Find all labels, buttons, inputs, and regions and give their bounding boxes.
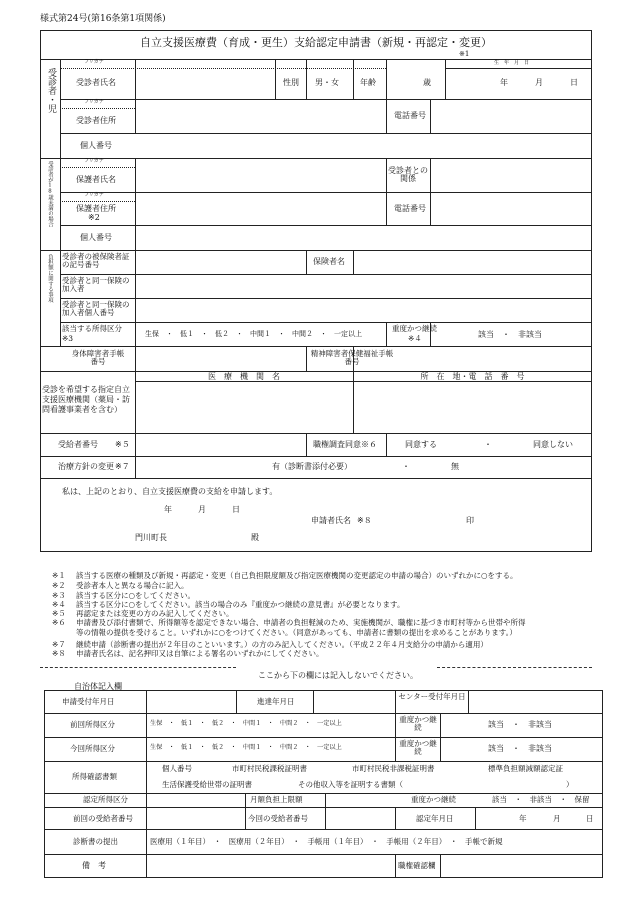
patient-phone-label: 電話番号 <box>394 111 426 120</box>
office-cert-year: 年 <box>519 814 527 823</box>
office-diag-options[interactable]: 医療用（１年目） ・ 医療用（２年目） ・ 手帳用（１年目） ・ 手帳用（２年目） ・ 手帳で新規 <box>150 837 503 846</box>
patient-name-label: 受診者氏名 <box>76 78 116 87</box>
insurer-name-input[interactable] <box>354 251 591 273</box>
guardian-address-note: ※2 <box>88 213 100 222</box>
declaration-year: 年 <box>164 505 172 514</box>
note-7-text: 継続申請（診断書の提出が２年目のこといいます。）の方のみ記入してください。（平成２２年４月支給分の申請から適用） <box>76 640 488 649</box>
guardian-phone-label: 電話番号 <box>394 204 426 213</box>
office-prev-recipient-input[interactable] <box>147 808 244 828</box>
institution-address-input[interactable] <box>354 382 591 432</box>
severe-continuous-label: 重度かつ継続 <box>392 324 437 333</box>
policy-change-separator: ・ <box>402 462 410 471</box>
declaration-day: 日 <box>232 505 240 514</box>
office-monthly-limit-label: 月額負担上限額 <box>250 795 303 804</box>
office-curr-recipient-input[interactable] <box>326 808 394 828</box>
patient-address-input[interactable] <box>136 100 385 132</box>
seal-mark: 印 <box>466 516 474 525</box>
burden-section-label: 負担額に関する事項 <box>47 254 53 303</box>
note-3-mark: ※３ <box>52 591 66 600</box>
office-doc-non-tax-certificate[interactable]: 市町村民税非課税証明書 <box>352 764 435 773</box>
note-7-mark: ※７ <box>52 640 66 649</box>
same-insurance-member-label: 受診者と同一保険の加入者 <box>62 276 130 293</box>
mental-handbook-label: 精神障害者保健福祉手帳番号 <box>310 349 394 366</box>
office-prev-income-label: 前回所得区分 <box>70 720 115 729</box>
insured-number-label: 受診者の被保険者証の記号番号 <box>62 252 130 269</box>
birth-month-label: 月 <box>535 78 543 87</box>
cutline-text: ここから下の欄には記入しないでください。 <box>258 671 418 680</box>
office-cert-month: 月 <box>553 814 561 823</box>
gender-label: 性別 <box>283 78 299 87</box>
office-diag-label: 診断書の提出 <box>73 837 118 846</box>
physical-handbook-input[interactable] <box>136 347 305 370</box>
office-curr-income-options[interactable]: 生保 ・ 低１ ・ 低２ ・ 中間１ ・ 中間２ ・ 一定以上 <box>150 744 342 751</box>
guardian-id-label: 個人番号 <box>80 233 112 242</box>
patient-name-input[interactable] <box>136 69 274 98</box>
office-center-date-input[interactable] <box>469 691 602 712</box>
note-4-mark: ※４ <box>52 600 66 609</box>
office-doc-other-income[interactable]: その他収入等を証明する書類（ <box>298 780 403 789</box>
recipient-number-note: ※５ <box>115 440 130 449</box>
note-1-text: 該当する医療の種類及び新規・再認定・変更（自己負担限度額及び指定医療機関の変更認定の申請の場合）のいずれかに○をする。 <box>76 571 518 580</box>
recipient-number-input[interactable] <box>136 434 305 455</box>
guardian-address-label: 保護者住所 <box>76 204 116 213</box>
office-progress-date-label: 進達年月日 <box>257 697 295 706</box>
office-doc-welfare-certificate[interactable]: 生活保護受給世帯の証明書 <box>162 780 252 789</box>
guardian-address-furigana: フリガナ <box>84 192 104 198</box>
mental-handbook-input[interactable] <box>396 347 591 370</box>
institution-label: 受診を希望する指定自立支援医療機関（薬局・訪問看護事業者を含む） <box>42 385 130 414</box>
declaration-text: 私は、上記のとおり、自立支援医療費の支給を申請します。 <box>62 487 278 496</box>
birth-header: 生 年 月 日 <box>494 60 530 66</box>
relation-label: 受診者との関係 <box>388 166 428 184</box>
consent-separator: ・ <box>484 440 492 449</box>
gender-select[interactable]: 男・女 <box>315 78 339 87</box>
office-staff-input[interactable] <box>441 855 602 877</box>
patient-section-label: 受診者・児 <box>46 68 56 113</box>
birth-date-input[interactable] <box>446 69 591 98</box>
office-doc-other-close: ） <box>566 780 574 789</box>
guardian-name-input[interactable] <box>136 168 385 191</box>
note-1-mark: ※１ <box>52 571 66 580</box>
note-4-text: 該当する区分に○をしてください。該当の場合のみ『重度かつ継続の意見書』が必要となります。 <box>76 600 405 609</box>
severe-continuous-note: ※４ <box>408 334 422 343</box>
same-insurance-id-input[interactable] <box>136 299 591 321</box>
applicant-name-note: ※８ <box>357 516 372 525</box>
note-2-text: 受診者本人と異なる場合に記入。 <box>76 581 189 590</box>
policy-change-note: ※７ <box>115 462 130 471</box>
birth-year-label: 年 <box>500 78 508 87</box>
note-3-text: 該当する区分に○をしてください。 <box>76 591 196 600</box>
patient-address-furigana: フリガナ <box>84 99 104 105</box>
insurer-name-label: 保険者名 <box>313 257 345 266</box>
office-curr-severe-label: 重度かつ継続 <box>399 739 437 756</box>
patient-id-input[interactable] <box>136 134 591 157</box>
office-section-title: 自治体記入欄 <box>74 682 122 691</box>
office-cert-severe-label: 重度かつ継続 <box>411 795 456 804</box>
office-progress-date-input[interactable] <box>314 691 394 712</box>
income-category-options[interactable]: 生保 ・ 低１ ・ 低２ ・ 中間１ ・ 中間２ ・ 一定以上 <box>145 330 362 338</box>
age-label: 年齢 <box>360 78 376 87</box>
patient-id-label: 個人番号 <box>80 141 112 150</box>
guardian-section-label: 受診者が18歳未満の場合 <box>47 161 53 227</box>
mayor-label: 門川町長 <box>135 533 167 542</box>
office-remarks-input[interactable] <box>147 855 394 877</box>
office-prev-severe-label: 重度かつ継続 <box>399 715 437 732</box>
recipient-number-label: 受給者番号 <box>58 440 98 449</box>
note-5-text: 再認定または変更の方のみ記入してください。 <box>76 609 234 618</box>
office-curr-recipient-label: 今回の受給者番号 <box>248 814 308 823</box>
office-cert-day: 日 <box>586 814 594 823</box>
note-6-mark: ※６ <box>52 618 66 627</box>
guardian-address-input[interactable] <box>136 202 385 224</box>
office-doc-tax-certificate[interactable]: 市町村民税課税証明書 <box>232 764 307 773</box>
declaration-month: 月 <box>198 505 206 514</box>
income-category-label: 該当する所得区分 <box>62 324 122 333</box>
relation-input[interactable] <box>431 159 591 191</box>
title-note-mark: ※1 <box>459 50 470 58</box>
guardian-phone-input[interactable] <box>431 193 591 224</box>
income-category-note: ※3 <box>62 334 74 343</box>
policy-change-no-option[interactable]: 無 <box>451 462 459 471</box>
office-curr-severe-options[interactable]: 該当 ・ 非該当 <box>488 744 552 753</box>
office-received-date-label: 申請受付年月日 <box>62 697 115 706</box>
consent-disagree-option[interactable]: 同意しない <box>533 440 573 449</box>
office-cert-income-input[interactable] <box>147 794 244 806</box>
honorific-label: 殿 <box>251 533 259 542</box>
applicant-name-input[interactable] <box>380 510 460 526</box>
note-6-text: 申請書及び添付書類で、所得額等を認定できない場合、申請者の負担軽減のため、実施機関が、職権に基づき市町村等から世帯や所得 <box>76 618 526 627</box>
age-unit: 歳 <box>423 78 431 87</box>
survey-consent-label: 職権調査同意※６ <box>313 440 377 449</box>
note-8-text: 申請者氏名は、記名押印又は自筆による署名のいずれかにしてください。 <box>76 649 324 658</box>
office-prev-recipient-label: 前回の受給者番号 <box>73 814 133 823</box>
same-insurance-id-label: 受診者と同一保険の加入者個人番号 <box>62 300 130 317</box>
office-prev-severe-options[interactable]: 該当 ・ 非該当 <box>488 720 552 729</box>
guardian-name-label: 保護者氏名 <box>76 175 116 184</box>
office-cert-date-label: 認定年月日 <box>416 814 454 823</box>
office-doc-reduction-certificate[interactable]: 標準負担額減額認定証 <box>488 764 563 773</box>
note-8-mark: ※８ <box>52 649 66 658</box>
guardian-id-input[interactable] <box>136 226 591 249</box>
institution-name-input[interactable] <box>136 382 352 432</box>
policy-change-yes-option[interactable]: 有（診断書添付必要） <box>272 462 352 471</box>
consent-agree-option[interactable]: 同意する <box>405 440 437 449</box>
patient-address-label: 受診者住所 <box>76 116 116 125</box>
note-5-mark: ※５ <box>52 609 66 618</box>
patient-furigana-label: フリガナ <box>84 59 104 65</box>
note-6-text-cont: 等の情報の提供を受けること。いずれかに○をつけてください。（同意があっても、申請者に書類の提出を求めることがあります。） <box>76 628 517 637</box>
office-monthly-limit-input[interactable] <box>326 794 396 806</box>
same-insurance-member-input[interactable] <box>136 275 591 297</box>
office-docs-label: 所得確認書類 <box>72 772 117 781</box>
institution-name-header: 医 療 機 関 名 <box>208 372 280 381</box>
physical-handbook-label: 身体障害者手帳番号 <box>71 349 125 366</box>
form-number: 様式第24号(第16条第1項関係) <box>40 14 166 24</box>
institution-address-header: 所 在 地・電 話 番 号 <box>420 372 525 381</box>
patient-phone-input[interactable] <box>431 100 591 132</box>
office-cert-severe-options[interactable]: 該当 ・ 非該当 ・ 保留 <box>492 795 590 804</box>
form-title: 自立支援医療費（育成・更生）支給認定申請書（新規・再認定・変更） <box>140 36 492 49</box>
guardian-furigana-label: フリガナ <box>84 158 104 164</box>
severe-continuous-options[interactable]: 該当 ・ 非該当 <box>478 330 542 339</box>
insured-number-input[interactable] <box>136 251 305 273</box>
office-curr-income-label: 今回所得区分 <box>70 744 115 753</box>
office-remarks-label: 備 考 <box>82 861 106 870</box>
applicant-name-label: 申請者氏名 <box>311 516 351 525</box>
office-center-date-label: センター受付年月日 <box>398 692 466 701</box>
office-cert-income-label: 認定所得区分 <box>83 795 128 804</box>
office-doc-individual-number[interactable]: 個人番号 <box>162 764 192 773</box>
office-staff-label: 職権確認欄 <box>398 861 436 870</box>
birth-day-label: 日 <box>570 78 578 87</box>
office-prev-income-options[interactable]: 生保 ・ 低１ ・ 低２ ・ 中間１ ・ 中間２ ・ 一定以上 <box>150 720 342 727</box>
note-2-mark: ※２ <box>52 581 66 590</box>
age-input[interactable] <box>387 69 422 98</box>
policy-change-label: 治療方針の変更 <box>58 462 114 471</box>
office-received-date-input[interactable] <box>147 691 235 712</box>
